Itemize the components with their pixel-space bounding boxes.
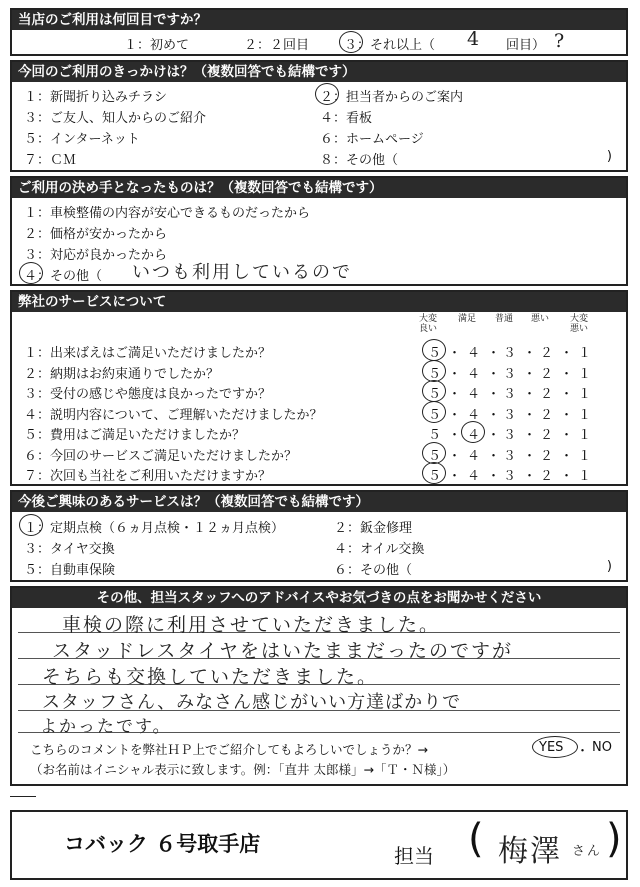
q2-option-6[interactable]: ６：ホームページ: [320, 132, 424, 147]
rating-option[interactable]: ３: [503, 469, 517, 484]
q6-title: その他、担当スタッフへのアドバイスやお気づきの点をお聞かせください: [12, 588, 626, 608]
rating-label-4: 満足: [457, 314, 476, 324]
rating-option[interactable]: ４: [467, 428, 481, 443]
rating-option[interactable]: １: [578, 469, 592, 484]
q3-option-2[interactable]: ２：価格が安かったから: [24, 227, 168, 242]
rating-separator: ・: [487, 469, 501, 484]
rating-option[interactable]: ２: [540, 387, 554, 402]
rating-separator: ・: [448, 366, 462, 382]
q3-title: ご利用の決め手となったものは？（複数回答でも結構です）: [12, 178, 626, 198]
selection-circle: [422, 442, 446, 464]
staff-name: 梅澤: [498, 834, 562, 869]
rating-separator: ・: [487, 407, 501, 423]
rating-separator: ・: [487, 346, 501, 361]
q4-question-6: ６：今回のサービスご満足いただけましたか？: [24, 448, 298, 464]
q4-question-2: ２：納期はお約束通りでしたか？: [24, 366, 220, 382]
selection-circle: [422, 401, 446, 423]
q4-question-3: ３：受付の感じや態度は良かったですか？: [24, 387, 272, 402]
q1-option-2[interactable]: ２：２回目: [244, 38, 310, 53]
rating-option[interactable]: ５: [428, 469, 442, 484]
rating-separator: ・: [560, 469, 574, 484]
rating-separator: ・: [560, 448, 574, 464]
rating-option[interactable]: ４: [467, 407, 481, 423]
q3-hand-answer: いつも利用しているので: [132, 262, 352, 283]
q2-option-8[interactable]: ８：その他（: [320, 153, 399, 168]
rating-separator: ・: [448, 448, 462, 464]
q5-option-4[interactable]: ４：オイル交換: [334, 542, 425, 557]
rating-option[interactable]: ５: [428, 407, 442, 423]
rating-separator: ・: [523, 407, 537, 423]
rating-option[interactable]: ４: [467, 346, 481, 361]
rating-separator: ・: [560, 387, 574, 402]
q4-question-1: １：出来ばえはご満足いただけましたか？: [24, 346, 272, 361]
rating-option[interactable]: ５: [428, 428, 442, 443]
rating-option[interactable]: ３: [503, 428, 517, 443]
rating-option[interactable]: ２: [540, 469, 554, 484]
rating-option[interactable]: ２: [540, 428, 554, 443]
consent-separator: ・: [576, 744, 590, 759]
rating-separator: ・: [448, 346, 462, 361]
rating-option[interactable]: １: [578, 407, 592, 423]
rating-separator: ・: [448, 407, 462, 423]
rating-option[interactable]: ２: [540, 346, 554, 361]
rating-option[interactable]: ５: [428, 346, 442, 361]
rating-separator: ・: [523, 428, 537, 443]
staff-bracket-close: ): [606, 816, 622, 862]
rating-separator: ・: [560, 366, 574, 382]
consent-yes[interactable]: YES: [539, 740, 564, 755]
q1-hand-count: 4: [467, 28, 482, 50]
q1-title: 当店のご利用は何回目ですか？: [12, 10, 626, 30]
q5-option-3[interactable]: ３：タイヤ交換: [24, 542, 115, 557]
q1-option-3[interactable]: ３：それ以上（: [344, 38, 436, 53]
comment-text-2: スタッドレスタイヤをはいたままだったのですが: [52, 640, 514, 662]
comment-text-3: そちらも交換していただきました。: [42, 666, 379, 688]
q5-section: [10, 490, 628, 582]
q1-option-1[interactable]: １：初めて: [124, 38, 190, 53]
selection-circle: [422, 339, 446, 361]
store-name: コバック ６号取手店: [64, 832, 261, 856]
consent-note: （お名前はイニシャル表示に致します。例：「直井 太郎様」→「Ｔ・Ｎ様」）: [30, 762, 456, 777]
selection-circle: [422, 360, 446, 382]
selection-circle: [422, 462, 446, 484]
q5-option-5[interactable]: ５：自動車保険: [24, 563, 116, 578]
q5-close-paren: ): [606, 559, 612, 574]
staff-suffix: さん: [572, 844, 603, 859]
rating-separator: ・: [523, 387, 537, 402]
rating-option[interactable]: ３: [503, 346, 517, 361]
q5-title: 今後ご興味のあるサービスは？（複数回答でも結構です）: [12, 492, 626, 512]
rating-separator: ・: [560, 428, 574, 443]
rating-separator: ・: [487, 387, 501, 402]
rating-label-1: 大変悪い: [569, 314, 588, 334]
rating-option[interactable]: ５: [428, 387, 442, 402]
rating-separator: ・: [448, 387, 462, 402]
q4-question-7: ７：次回も当社をご利用いただけますか？: [24, 469, 272, 484]
rating-option[interactable]: ３: [503, 448, 517, 464]
rating-option[interactable]: １: [578, 428, 592, 443]
selection-circle: [461, 421, 485, 443]
rating-separator: ・: [448, 469, 462, 484]
q2-option-3[interactable]: ３：ご友人、知人からのご紹介: [24, 111, 207, 126]
rating-separator: ・: [448, 428, 462, 443]
q2-option-7[interactable]: ７：ＣＭ: [24, 153, 77, 168]
q2-option-5[interactable]: ５：インターネット: [24, 132, 140, 147]
rating-separator: ・: [487, 448, 501, 464]
rating-option[interactable]: ４: [467, 366, 481, 382]
rating-option[interactable]: ３: [503, 366, 517, 382]
q1-hand-mark: ?: [554, 30, 567, 52]
q5-option-2[interactable]: ２：鈑金修理: [334, 521, 413, 536]
rating-separator: ・: [487, 366, 501, 382]
selection-circle: [422, 380, 446, 402]
divider: [10, 796, 36, 797]
rating-option[interactable]: ４: [467, 387, 481, 402]
rating-separator: ・: [560, 346, 574, 361]
rating-option[interactable]: ５: [428, 366, 442, 382]
comment-text-5: よかったです。: [40, 717, 172, 737]
rating-option[interactable]: １: [578, 366, 592, 382]
q4-question-5: ５：費用はご満足いただけましたか？: [24, 428, 246, 443]
rating-option[interactable]: ３: [503, 387, 517, 402]
consent-question: こちらのコメントを弊社ＨＰ上でご紹介してもよろしいでしょうか？→: [30, 742, 428, 757]
q4-title: 弊社のサービスについて: [12, 292, 626, 312]
q4-section: [10, 290, 628, 486]
consent-no[interactable]: NO: [592, 740, 612, 755]
rating-separator: ・: [523, 346, 537, 361]
q3-option-3[interactable]: ３：対応が良かったから: [24, 248, 168, 263]
rating-separator: ・: [487, 428, 501, 443]
q2-option-4[interactable]: ４：看板: [320, 111, 373, 126]
rating-option[interactable]: ４: [467, 469, 481, 484]
rating-option[interactable]: １: [578, 346, 592, 361]
rating-label-2: 悪い: [530, 314, 549, 324]
q6-section: [10, 586, 628, 786]
rating-option[interactable]: ４: [467, 448, 481, 464]
footer-box: [10, 810, 628, 880]
q3-option-1[interactable]: １：車検整備の内容が安心できるものだったから: [24, 206, 311, 221]
rating-option[interactable]: ３: [503, 407, 517, 423]
q2-section: [10, 60, 628, 172]
comment-text-1: 車検の際に利用させていただきました。: [62, 614, 441, 636]
q2-title: 今回のご利用のきっかけは？（複数回答でも結構です）: [12, 62, 626, 82]
rating-label-3: 普通: [494, 314, 513, 324]
q2-option-2[interactable]: ２：担当者からのご案内: [320, 90, 464, 105]
staff-label: 担当: [394, 844, 434, 868]
q5-option-6[interactable]: ６：その他（: [334, 563, 413, 578]
rating-separator: ・: [523, 469, 537, 484]
rating-option[interactable]: ５: [428, 448, 442, 464]
rating-option[interactable]: １: [578, 387, 592, 402]
q2-close-paren: ): [606, 149, 612, 164]
rating-option[interactable]: ２: [540, 366, 554, 382]
q4-question-4: ４：説明内容について、ご理解いただけましたか？: [24, 407, 323, 423]
q3-option-4[interactable]: ４：その他（: [24, 269, 103, 284]
comment-text-4: スタッフさん、みなさん感じがいい方達ばかりで: [42, 692, 462, 713]
rating-option[interactable]: ２: [540, 448, 554, 464]
rating-separator: ・: [523, 366, 537, 382]
q5-option-1[interactable]: １：定期点検（６ヵ月点検・１２ヵ月点検）: [24, 521, 285, 536]
staff-bracket-open: (: [468, 816, 484, 862]
rating-separator: ・: [560, 407, 574, 423]
rating-separator: ・: [523, 448, 537, 464]
rating-option[interactable]: １: [578, 448, 592, 464]
q2-option-1[interactable]: １：新聞折り込みチラシ: [24, 90, 168, 105]
q1-section: [10, 8, 628, 56]
rating-option[interactable]: ２: [540, 407, 554, 423]
q3-section: [10, 176, 628, 286]
rating-label-5: 大変良い: [418, 314, 437, 334]
q1-option-3-end: 回目）: [506, 38, 546, 53]
